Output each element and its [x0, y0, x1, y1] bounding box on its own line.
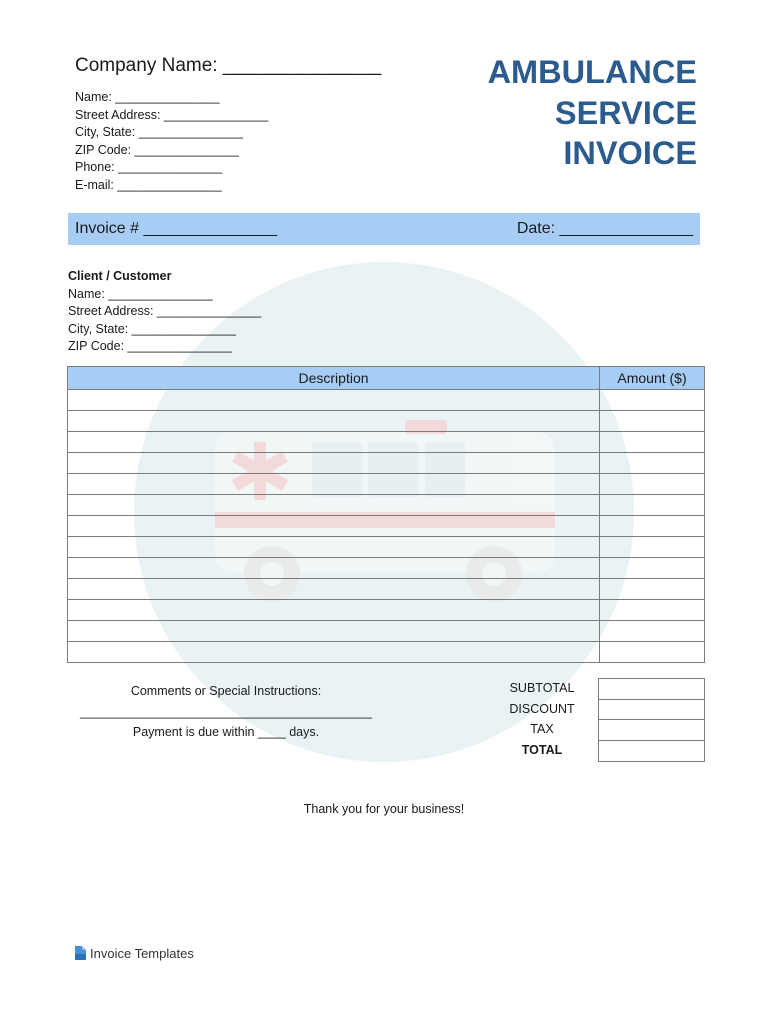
comments-label: Comments or Special Instructions:: [130, 684, 322, 698]
description-cell[interactable]: [68, 600, 600, 621]
document-icon: [74, 945, 87, 961]
tax-value-cell[interactable]: [599, 720, 705, 741]
invoice-number-bar: [68, 213, 700, 245]
description-cell[interactable]: [68, 432, 600, 453]
company-name-field[interactable]: Company Name: _______________: [75, 55, 382, 76]
description-cell[interactable]: [68, 495, 600, 516]
amount-cell[interactable]: [600, 495, 705, 516]
table-row: [68, 495, 705, 516]
client-city-field[interactable]: City, State: _______________: [68, 321, 236, 336]
sender-city-field[interactable]: City, State: _______________: [75, 125, 243, 139]
table-row: [68, 474, 705, 495]
subtotal-value-cell[interactable]: [599, 679, 705, 700]
amount-cell[interactable]: [600, 642, 705, 663]
thank-you-note: Thank you for your business!: [303, 802, 465, 816]
client-heading: Client / Customer: [68, 269, 172, 283]
total-label: TOTAL: [521, 743, 563, 758]
table-row: [68, 579, 705, 600]
brand-name: Invoice Templates: [90, 945, 194, 961]
discount-value-cell[interactable]: [599, 699, 705, 720]
sender-street-field[interactable]: Street Address: _______________: [75, 107, 269, 122]
table-row: [68, 453, 705, 474]
amount-cell[interactable]: [600, 516, 705, 537]
amount-cell[interactable]: [600, 579, 705, 600]
subtotal-label: SUBTOTAL: [509, 681, 575, 695]
table-row: [68, 642, 705, 663]
sender-email-field[interactable]: E-mail: _______________: [75, 177, 222, 192]
table-row: [68, 537, 705, 558]
table-row: [68, 516, 705, 537]
sender-fields: [75, 89, 268, 194]
description-cell[interactable]: [68, 390, 600, 411]
amount-cell[interactable]: [600, 432, 705, 453]
invoice-number-field[interactable]: Invoice # _______________: [75, 220, 277, 237]
items-body: [68, 390, 705, 663]
amount-cell[interactable]: [600, 474, 705, 495]
amount-cell[interactable]: [600, 453, 705, 474]
invoice-date-field[interactable]: Date: _______________: [516, 220, 693, 237]
description-cell[interactable]: [68, 579, 600, 600]
amount-cell[interactable]: [600, 390, 705, 411]
client-name-field[interactable]: Name: _______________: [68, 286, 213, 301]
amount-cell[interactable]: [600, 600, 705, 621]
table-row: [68, 411, 705, 432]
description-column-header: Description: [68, 367, 600, 390]
description-cell[interactable]: [68, 621, 600, 642]
amount-cell[interactable]: [600, 558, 705, 579]
description-cell[interactable]: [68, 474, 600, 495]
totals-labels: [494, 678, 590, 761]
description-cell[interactable]: [68, 453, 600, 474]
title-line-1: AMBULANCE: [487, 54, 697, 90]
table-row: [68, 621, 705, 642]
table-row: [68, 432, 705, 453]
description-cell[interactable]: [68, 558, 600, 579]
amount-cell[interactable]: [600, 411, 705, 432]
sender-zip-field[interactable]: ZIP Code: _______________: [75, 142, 239, 157]
totals-boxes: [598, 678, 705, 762]
total-value-cell[interactable]: [599, 741, 705, 762]
title-line-2: SERVICE: [554, 94, 697, 131]
title-line-3: INVOICE: [563, 135, 697, 171]
comments-line-field[interactable]: __________________________________________: [80, 704, 372, 719]
tax-label: TAX: [530, 722, 554, 737]
description-cell[interactable]: [68, 516, 600, 537]
comments-block: [75, 681, 377, 743]
invoice-title: [488, 52, 697, 174]
amount-cell[interactable]: [600, 621, 705, 642]
table-row: [68, 558, 705, 579]
client-street-field[interactable]: Street Address: _______________: [68, 304, 262, 318]
discount-label: DISCOUNT: [509, 701, 575, 716]
items-table: [67, 366, 705, 663]
table-row: [68, 600, 705, 621]
items-header-row: [68, 367, 705, 390]
sender-phone-field[interactable]: Phone: _______________: [75, 160, 223, 174]
amount-column-header: Amount ($): [600, 367, 705, 390]
invoice-templates-logo: [74, 945, 194, 961]
sender-name-field[interactable]: Name: _______________: [75, 90, 220, 104]
description-cell[interactable]: [68, 642, 600, 663]
client-block: [68, 268, 261, 356]
description-cell[interactable]: [68, 537, 600, 558]
payment-terms-field[interactable]: Payment is due within ____ days.: [132, 725, 320, 740]
description-cell[interactable]: [68, 411, 600, 432]
table-row: [68, 390, 705, 411]
amount-cell[interactable]: [600, 537, 705, 558]
client-zip-field[interactable]: ZIP Code: _______________: [68, 339, 232, 353]
